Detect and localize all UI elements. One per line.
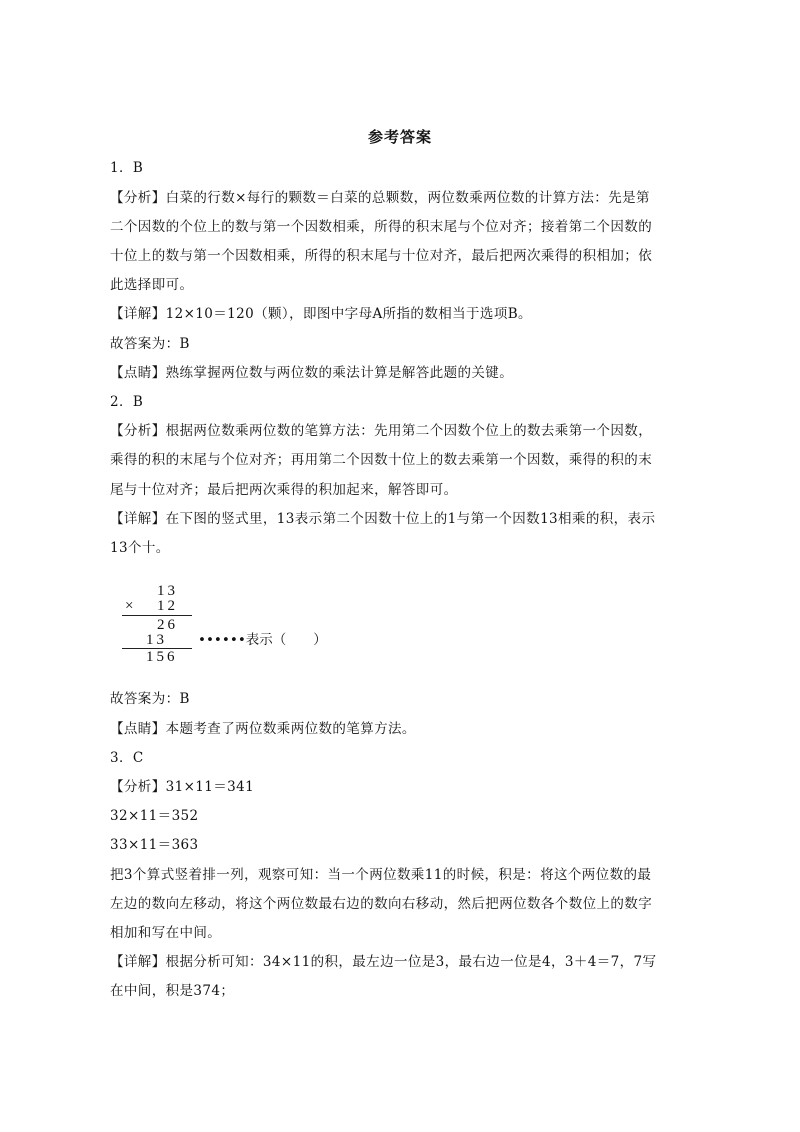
answer-1-analysis-line-1: 【分析】白菜的行数×每行的颗数＝白菜的总颗数，两位数乘两位数的计算方法：先是第	[110, 190, 650, 206]
page-title: 参考答案	[367, 128, 432, 146]
answer-3-heading: 3．C	[110, 750, 144, 766]
answer-3-analysis-line-5: 左边的数向左移动，将这个两位数最右边的数向右移动，然后把两位数各个数位上的数字	[110, 896, 653, 912]
answer-1-conclusion: 故答案为：B	[110, 336, 190, 352]
product: 156	[146, 649, 178, 665]
answer-1-analysis-line-2: 二个因数的个位上的数与第一个因数相乘，所得的积末尾与个位对齐；接着第二个因数的	[110, 219, 653, 235]
answer-1-heading: 1．B	[110, 160, 144, 176]
answer-3-detail-line-2: 在中间，积是374；	[110, 983, 235, 999]
partial-product-2: 13	[146, 632, 167, 648]
answer-2-heading: 2．B	[110, 394, 144, 410]
multiplicand: 13	[157, 583, 178, 599]
answer-3-analysis-line-3: 33×11＝363	[110, 837, 199, 853]
answer-3-analysis-line-4: 把3个算式竖着排一列，观察可知：当一个两位数乘11的时候，积是：将这个两位数的最	[110, 867, 652, 883]
answer-2-detail-line-1: 【详解】在下图的竖式里，13表示第二个因数十位上的1与第一个因数13相乘的积，表示	[110, 511, 656, 527]
answer-1-analysis-line-3: 十位上的数与第一个因数相乘，所得的积末尾与十位对齐，最后把两次乘得的积相加；依	[110, 248, 653, 264]
answer-2-analysis-line-1: 【分析】根据两位数乘两位数的笔算方法：先用第二个因数个位上的数去乘第一个因数，	[110, 423, 653, 439]
answer-2-analysis-line-2: 乘得的积的末尾与个位对齐；再用第二个因数十位上的数去乘第一个因数，乘得的积的末	[110, 452, 653, 468]
answer-2-detail-line-2: 13个十。	[110, 540, 170, 556]
answer-1-analysis-line-4: 此选择即可。	[110, 277, 194, 293]
partial-product-1: 26	[157, 617, 178, 633]
annotation: ••••••表示（ ）	[198, 632, 327, 648]
answer-3-analysis-line-2: 32×11＝352	[110, 808, 199, 824]
rule-1	[122, 615, 192, 616]
multiply-sign: ×	[125, 598, 137, 614]
multiplier: 12	[157, 598, 178, 614]
answer-2-conclusion: 故答案为：B	[110, 691, 190, 707]
answer-2-analysis-line-3: 尾与十位对齐；最后把两次乘得的积加起来，解答即可。	[110, 482, 458, 498]
answer-2-comment: 【点睛】本题考查了两位数乘两位数的笔算方法。	[110, 721, 416, 737]
vertical-multiplication	[110, 578, 370, 664]
answer-3-analysis-line-1: 【分析】31×11＝341	[110, 779, 255, 795]
answer-3-detail-line-1: 【详解】根据分析可知：34×11的积，最左边一位是3，最右边一位是4，3＋4＝7，7写	[110, 954, 657, 970]
answer-1-detail: 【详解】12×10＝120（颗），即图中字母A所指的数相当于选项B。	[110, 306, 532, 322]
answer-3-analysis-line-6: 相加和写在中间。	[110, 925, 222, 941]
answer-1-comment: 【点睛】熟练掌握两位数与两位数的乘法计算是解答此题的关键。	[110, 365, 514, 381]
